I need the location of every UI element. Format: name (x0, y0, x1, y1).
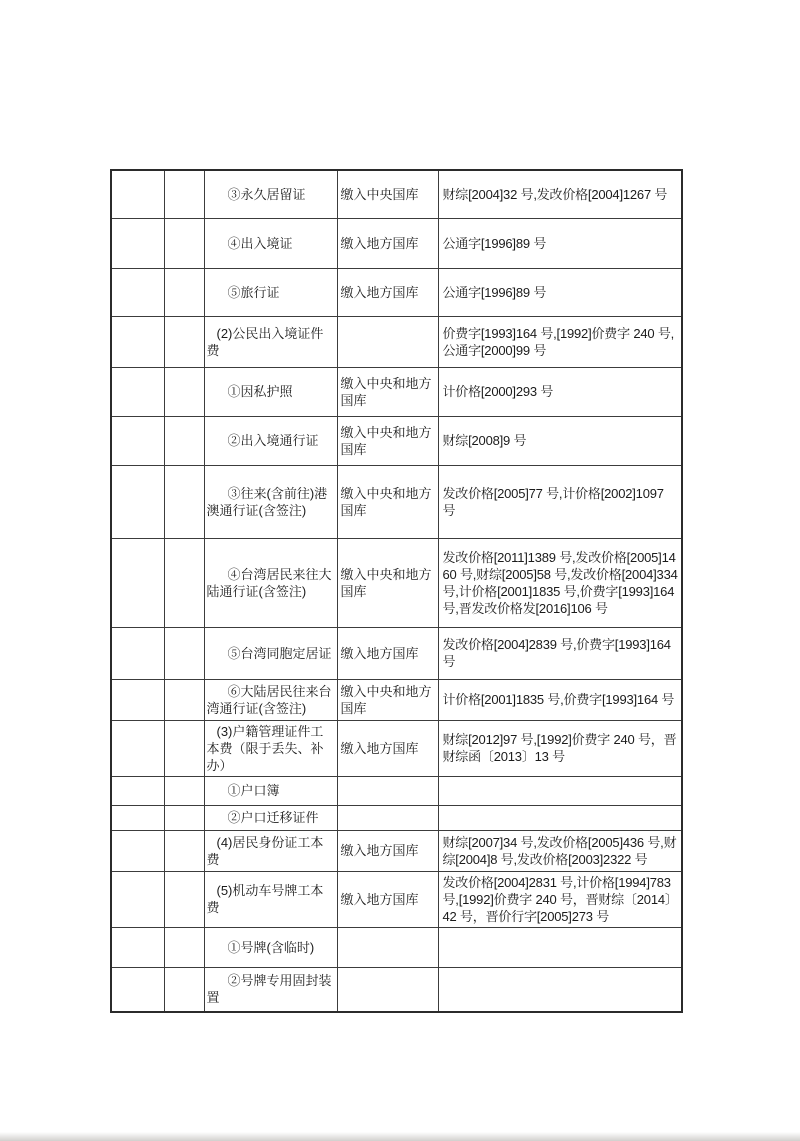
item-name-cell: ④出入境证 (204, 218, 337, 268)
basis-cell: 计价格[2000]293 号 (438, 367, 682, 416)
table-row (111, 627, 682, 679)
table-row (111, 927, 682, 967)
blank-cell-1 (111, 218, 164, 268)
item-name-cell: ⑤旅行证 (204, 268, 337, 316)
item-name-cell: ②出入境通行证 (204, 416, 337, 465)
blank-cell-2 (164, 627, 204, 679)
blank-cell-1 (111, 805, 164, 830)
fee-table (110, 169, 683, 1013)
blank-cell-2 (164, 170, 204, 218)
treasury-cell (337, 316, 438, 367)
blank-cell-2 (164, 465, 204, 538)
blank-cell-1 (111, 720, 164, 776)
basis-cell: 财综[2008]9 号 (438, 416, 682, 465)
item-name-cell: ⑤台湾同胞定居证 (204, 627, 337, 679)
blank-cell-2 (164, 268, 204, 316)
blank-cell-2 (164, 805, 204, 830)
item-name-cell: ①号牌(含临时) (204, 927, 337, 967)
table-row (111, 316, 682, 367)
blank-cell-1 (111, 268, 164, 316)
blank-cell-2 (164, 538, 204, 627)
treasury-cell (337, 805, 438, 830)
blank-cell-2 (164, 679, 204, 720)
treasury-cell (337, 967, 438, 1012)
item-name-cell: ⑥大陆居民往来台湾通行证(含签注) (204, 679, 337, 720)
blank-cell-1 (111, 967, 164, 1012)
blank-cell-2 (164, 218, 204, 268)
basis-cell: 财综[2004]32 号,发改价格[2004]1267 号 (438, 170, 682, 218)
table-row (111, 830, 682, 871)
table-row (111, 268, 682, 316)
blank-cell-1 (111, 830, 164, 871)
item-name-cell: (5)机动车号牌工本费 (204, 871, 337, 927)
treasury-cell: 缴入地方国库 (337, 268, 438, 316)
item-name-cell: ①户口簿 (204, 776, 337, 805)
blank-cell-2 (164, 871, 204, 927)
treasury-cell: 缴入地方国库 (337, 830, 438, 871)
blank-cell-1 (111, 465, 164, 538)
item-name-cell: ③往来(含前往)港澳通行证(含签注) (204, 465, 337, 538)
item-name-cell: (2)公民出入境证件费 (204, 316, 337, 367)
item-name-cell: ②号牌专用固封装置 (204, 967, 337, 1012)
basis-cell: 财综[2007]34 号,发改价格[2005]436 号,财综[2004]8 号,发改价格[2003]2322 号 (438, 830, 682, 871)
basis-cell: 发改价格[2004]2839 号,价费字[1993]164 号 (438, 627, 682, 679)
basis-cell (438, 927, 682, 967)
treasury-cell: 缴入地方国库 (337, 218, 438, 268)
basis-cell: 发改价格[2005]77 号,计价格[2002]1097 号 (438, 465, 682, 538)
blank-cell-1 (111, 416, 164, 465)
item-name-cell: (3)户籍管理证件工本费（限于丢失、补办） (204, 720, 337, 776)
treasury-cell: 缴入中央和地方国库 (337, 538, 438, 627)
blank-cell-2 (164, 416, 204, 465)
basis-cell: 价费字[1993]164 号,[1992]价费字 240 号,公通字[2000]99 号 (438, 316, 682, 367)
item-name-cell: (4)居民身份证工本费 (204, 830, 337, 871)
treasury-cell: 缴入地方国库 (337, 627, 438, 679)
basis-cell: 公通字[1996]89 号 (438, 268, 682, 316)
treasury-cell: 缴入中央和地方国库 (337, 416, 438, 465)
item-name-cell: ④台湾居民来往大陆通行证(含签注) (204, 538, 337, 627)
basis-cell (438, 776, 682, 805)
table-row (111, 679, 682, 720)
scan-edge-shadow (0, 1132, 800, 1141)
table-row (111, 367, 682, 416)
treasury-cell: 缴入地方国库 (337, 720, 438, 776)
table-row (111, 805, 682, 830)
treasury-cell: 缴入中央和地方国库 (337, 679, 438, 720)
blank-cell-2 (164, 316, 204, 367)
basis-cell: 发改价格[2004]2831 号,计价格[1994]783 号,[1992]价费字 240 号，晋财综〔2014〕42 号，晋价行字[2005]273 号 (438, 871, 682, 927)
basis-cell: 公通字[1996]89 号 (438, 218, 682, 268)
treasury-cell: 缴入中央国库 (337, 170, 438, 218)
blank-cell-1 (111, 367, 164, 416)
item-name-cell: ③永久居留证 (204, 170, 337, 218)
table-row (111, 720, 682, 776)
blank-cell-2 (164, 927, 204, 967)
basis-cell (438, 967, 682, 1012)
blank-cell-2 (164, 720, 204, 776)
fee-table-body (111, 170, 682, 1012)
treasury-cell: 缴入中央和地方国库 (337, 367, 438, 416)
table-row (111, 218, 682, 268)
table-row (111, 871, 682, 927)
treasury-cell (337, 776, 438, 805)
blank-cell-1 (111, 316, 164, 367)
basis-cell: 发改价格[2011]1389 号,发改价格[2005]1460 号,财综[2005]58 号,发改价格[2004]334 号,计价格[2001]1835 号,价费字[1993]164 号,晋发改价格发[2016]106 号 (438, 538, 682, 627)
basis-cell: 财综[2012]97 号,[1992]价费字 240 号，晋财综函〔2013〕13 号 (438, 720, 682, 776)
treasury-cell: 缴入中央和地方国库 (337, 465, 438, 538)
treasury-cell (337, 927, 438, 967)
blank-cell-2 (164, 776, 204, 805)
blank-cell-2 (164, 967, 204, 1012)
table-row (111, 776, 682, 805)
blank-cell-1 (111, 927, 164, 967)
blank-cell-1 (111, 538, 164, 627)
blank-cell-1 (111, 170, 164, 218)
item-name-cell: ②户口迁移证件 (204, 805, 337, 830)
table-row (111, 538, 682, 627)
table-row (111, 170, 682, 218)
blank-cell-1 (111, 627, 164, 679)
table-row (111, 967, 682, 1012)
blank-cell-1 (111, 679, 164, 720)
treasury-cell: 缴入地方国库 (337, 871, 438, 927)
basis-cell: 计价格[2001]1835 号,价费字[1993]164 号 (438, 679, 682, 720)
basis-cell (438, 805, 682, 830)
blank-cell-2 (164, 830, 204, 871)
item-name-cell: ①因私护照 (204, 367, 337, 416)
blank-cell-1 (111, 776, 164, 805)
blank-cell-2 (164, 367, 204, 416)
table-row (111, 416, 682, 465)
table-row (111, 465, 682, 538)
blank-cell-1 (111, 871, 164, 927)
